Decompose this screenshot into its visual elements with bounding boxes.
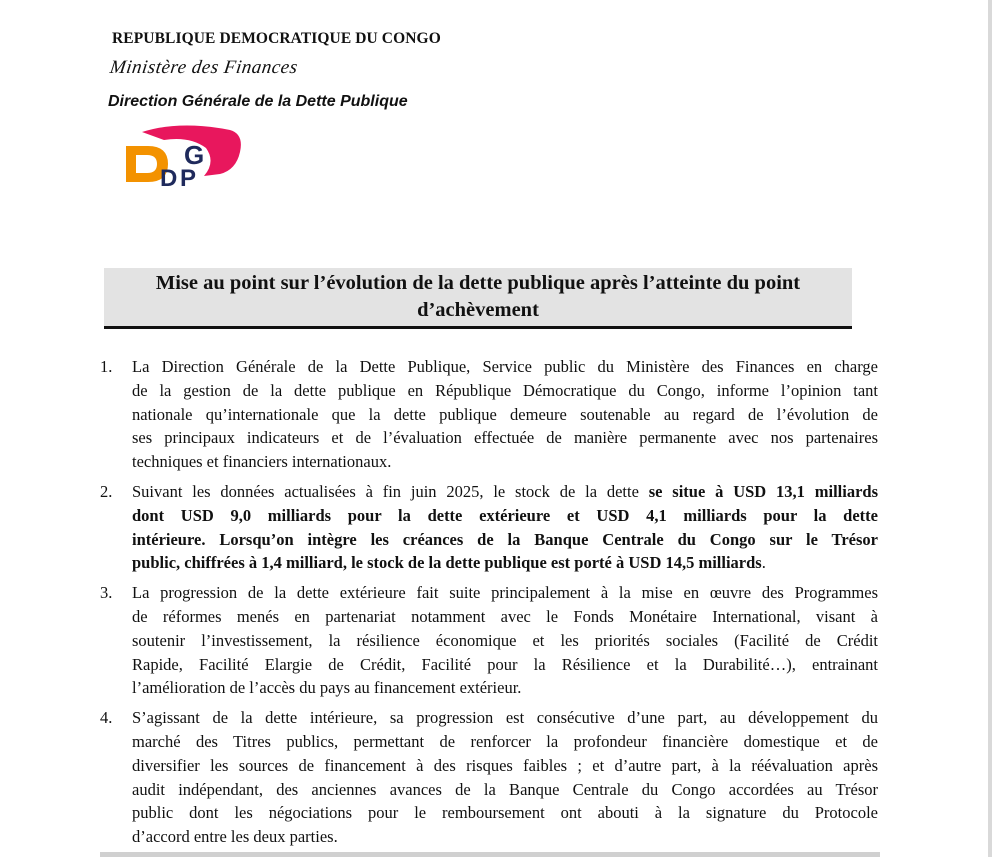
page-title — [104, 268, 852, 324]
item-paragraph — [132, 355, 878, 474]
bold-text: public, chiffrées à 1,4 milliard, le stock de la dette publique est porté à USD 14,5 milliards — [132, 553, 762, 573]
ministry-heading: Ministère des Finances — [108, 57, 300, 78]
bold-text: se situe à USD 13,1 milliards — [648, 481, 878, 501]
logo-letter-p: P — [180, 165, 197, 192]
bold-text: dont USD 9,0 milliards pour la dette extérieure et USD 4,1 milliards pour la dette — [132, 505, 878, 525]
item-paragraph — [132, 706, 878, 849]
list-item — [100, 581, 878, 700]
paragraph-line — [132, 528, 878, 552]
item-paragraph — [132, 581, 878, 700]
paragraph-line: de la gestion de la dette publique en République Démocratique du Congo, informe l’opinion tant — [132, 380, 878, 400]
title-box — [104, 268, 852, 329]
logo-letter-d: D — [160, 165, 178, 192]
paragraph-line: S’agissant de la dette intérieure, sa progression est consécutive d’une part, au développement du — [132, 708, 878, 728]
item-number: 1. — [100, 357, 113, 376]
country-heading: REPUBLIQUE DEMOCRATIQUE DU CONGO — [112, 30, 441, 47]
paragraph-line: Rapide, Facilité Elargie de Crédit, Facilité pour la Résilience et la Durabilité…), entrainant — [132, 654, 878, 674]
paragraph-line: marché des Titres publics, permettant de renforcer la profondeur financière domestique et de — [132, 731, 878, 751]
title-line-1: Mise au point sur l’évolution de la dette publique après l’atteinte du point — [155, 272, 801, 294]
paragraph-line: audit indépendant, des anciennes avances de la Banque Centrale du Congo accordées au Trésor — [132, 779, 878, 799]
normal-text: . — [761, 553, 766, 573]
bold-text: intérieure. Lorsqu’on intègre les créances de la Banque Centrale du Congo sur le Trésor — [132, 529, 878, 549]
list-item — [100, 355, 878, 474]
list-item — [100, 706, 878, 849]
paragraph-line: d’accord entre les deux parties. — [132, 827, 338, 847]
paragraph-line: de réformes menés en partenariat notamment avec le Fonds Monétaire International, visant à — [132, 606, 878, 626]
paragraph-line — [132, 551, 878, 575]
item-number: 3. — [100, 583, 113, 603]
paragraph-line: l’amélioration de l’accès du pays au financement extérieur. — [132, 678, 522, 698]
item-paragraph — [132, 480, 878, 575]
item-number: 2. — [100, 481, 113, 501]
paragraph-line — [132, 480, 878, 504]
paragraph-line: La progression de la dette extérieure fait suite principalement à la mise en œuvre des Programmes — [132, 583, 878, 603]
bottom-divider — [100, 852, 880, 857]
page-edge — [988, 0, 992, 857]
numbered-list — [100, 355, 878, 855]
paragraph-line — [132, 504, 878, 528]
title-line-2: d’achèvement — [417, 299, 539, 321]
dgdp-logo — [120, 122, 246, 192]
normal-text: Suivant les données actualisées à fin juin 2025, le stock de la dette — [132, 481, 649, 501]
paragraph-line: diversifier les sources de financement à des risques faibles ; et d’autre part, à la réévaluation après — [132, 755, 878, 775]
direction-heading: Direction Générale de la Dette Publique — [108, 93, 408, 110]
item-number: 4. — [100, 708, 113, 728]
paragraph-line: ses principaux indicateurs et de l’évaluation effectuée de manière permanente avec nos partenaires — [132, 428, 878, 448]
paragraph-line: La Direction Générale de la Dette Publique, Service public du Ministère des Finances en charge — [132, 357, 878, 376]
paragraph-line: public dont les négociations pour le remboursement ont abouti à la signature du Protocole — [132, 803, 878, 823]
logo-letter-g: G — [184, 140, 205, 170]
paragraph-line: soutenir l’investissement, la résilience économique et les priorités sociales (Facilité de Crédit — [132, 630, 878, 650]
paragraph-line: techniques et financiers internationaux. — [132, 452, 392, 472]
list-item — [100, 480, 878, 575]
paragraph-line: nationale qu’internationale que la dette publique demeure soutenable au regard de l’évolution de — [132, 404, 878, 424]
